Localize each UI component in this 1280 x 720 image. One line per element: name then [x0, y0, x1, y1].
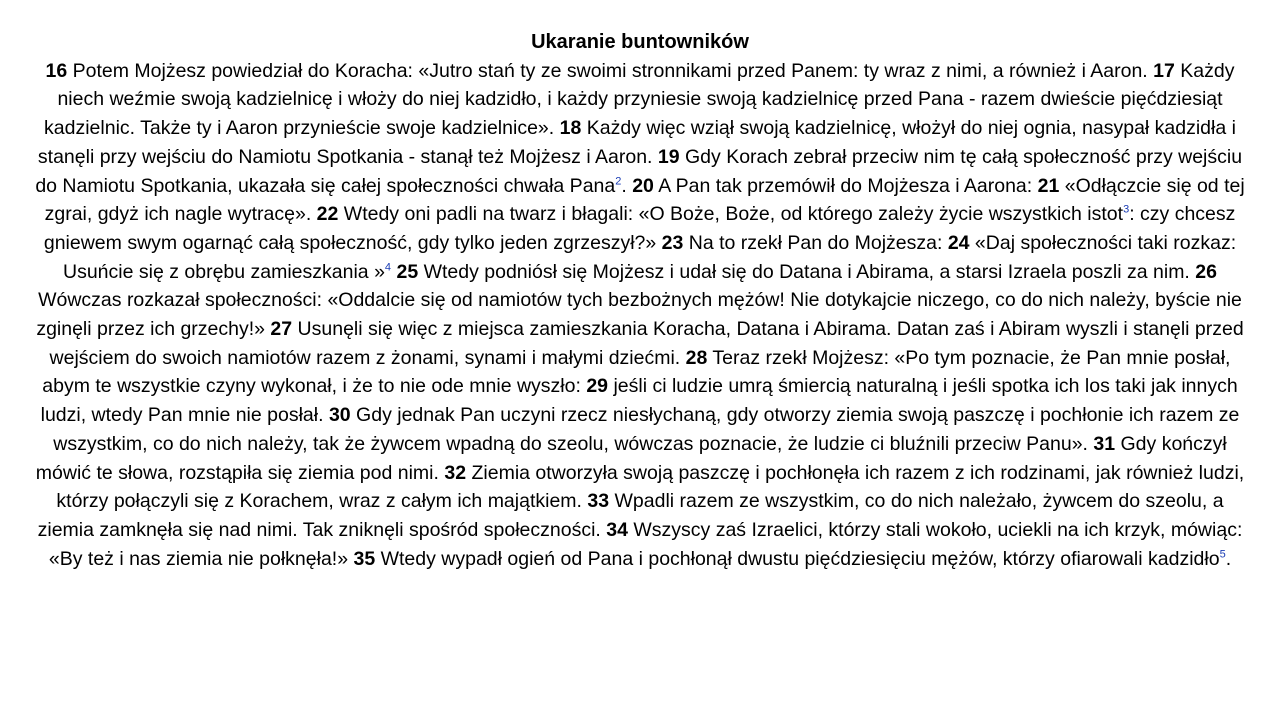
verse-number: 18 — [559, 117, 582, 140]
verse-text: . — [621, 174, 633, 197]
passage-text — [28, 57, 1252, 574]
document — [28, 28, 1252, 573]
verse-number: 16 — [45, 59, 68, 82]
verse-number: 27 — [270, 318, 293, 341]
verse-number: 20 — [632, 174, 654, 197]
verse-number: 29 — [586, 375, 609, 398]
verse-text: Wówczas rozkazał społeczności: «Oddalcie się od namiotów tych bezbożnych mężów! Nie dotykajcie niczego, co do nich należy, byście nie zginęli przez ich grzechy!» — [36, 289, 1242, 341]
verse-text: : czy chcesz gniewem swym ogarnąć całą społeczność, gdy tylko jeden zgrzeszył?» — [43, 203, 1236, 254]
section-title: Ukaranie buntowników — [531, 31, 749, 53]
verse-number: 19 — [657, 145, 680, 168]
verse-text: Usunęli się więc z miejsca zamieszkania Koracha, Datana i Abirama. Datan zaś i Abiram wyszli i stanęli przed wejściem do swoich namiotów razem z żonami, synami i małymi dziećmi. — [49, 318, 1244, 369]
footnote-link[interactable]: 3 — [1123, 203, 1130, 216]
verse-number: 24 — [947, 231, 970, 254]
verse-text: A Pan tak przemówił do Mojżesza i Aarona: — [653, 174, 1038, 197]
verse-text: Wtedy wypadł ogień od Pana i pochłonął dwustu pięćdziesięciu mężów, którzy ofiarowali kadzidło — [375, 547, 1220, 570]
verse-number: 26 — [1195, 260, 1217, 283]
verse-text: Gdy kończył mówić te słowa, rozstąpiła się ziemia pod nimi. — [35, 432, 1227, 484]
verse-number: 32 — [444, 461, 467, 484]
verse-text: Każdy niech weźmie swoją kadzielnicę i włoży do niej kadzidło, i każdy przyniesie swoją kadzielnicę przed Pana - razem dwieście pięćdziesiąt kadzielnic. Także ty i Aaron przynieście swoje kadzielnice». — [44, 59, 1235, 140]
verse-text: Teraz rzekł Mojżesz: «Po tym poznacie, że Pan mnie posłał, abym te wszystkie czyny wykonał, i że to nie ode mnie wyszło: — [42, 346, 1231, 398]
verse-text: Wtedy podniósł się Mojżesz i udał się do Datana i Abirama, a starsi Izraela poszli za nim. — [418, 260, 1196, 283]
verse-number: 28 — [685, 346, 708, 369]
verse-text: Potem Mojżesz powiedział do Koracha: «Jutro stań ty ze swoimi stronnikami przed Panem: ty wraz z nimi, a również i Aaron. — [67, 59, 1154, 82]
verse-number: 22 — [316, 203, 339, 226]
verse-number: 30 — [328, 404, 351, 427]
verse-text: Na to rzekł Pan do Mojżesza: — [683, 231, 948, 254]
verse-text: . — [1225, 547, 1232, 570]
verse-number: 23 — [661, 231, 684, 254]
verse-number: 34 — [606, 518, 628, 541]
verse-text: Gdy Korach zebrał przeciw nim tę całą społeczność przy wejściu do Namiotu Spotkania, ukazała się całej społeczności chwała Pana — [35, 145, 1243, 197]
verse-text: Każdy więc wziął swoją kadzielnicę, włożył do niej ognia, nasypał kadzidła i stanęli przy wejściu do Namiotu Spotkania - stanął też Mojżesz i Aaron. — [37, 117, 1236, 168]
verse-text: «Daj społeczności taki rozkaz: Usuńcie się z obrębu zamieszkania » — [63, 231, 1237, 283]
verse-text: Ziemia otworzyła swoją paszczę i pochłonęła ich razem z ich rodzinami, jak również ludzi, którzy połączyli się z Korachem, wraz z całym ich majątkiem. — [56, 461, 1245, 513]
verse-text: jeśli ci ludzie umrą śmiercią naturalną i jeśli spotka ich los taki jak innych ludzi, wtedy Pan mnie nie posłał. — [40, 375, 1238, 427]
verse-number: 31 — [1093, 432, 1116, 455]
footnote-link[interactable]: 4 — [384, 261, 392, 274]
verse-number: 17 — [1153, 59, 1175, 82]
verse-text: Wtedy oni padli na twarz i błagali: «O Boże, Boże, od którego zależy życie wszystkich istot — [338, 203, 1124, 226]
verse-number: 25 — [396, 260, 419, 283]
footnote-link[interactable]: 5 — [1219, 548, 1226, 561]
verse-number: 35 — [353, 547, 376, 570]
verse-number: 33 — [587, 490, 610, 513]
verse-text: Gdy jednak Pan uczyni rzecz niesłychaną, gdy otworzy ziemia swoją paszczę i pochłonie ich razem ze wszystkim, co do nich należy, tak że żywcem wpadną do szeolu, wówczas poznacie, że ludzie ci bluźnili przeciw Panu». — [53, 404, 1240, 455]
verse-text: Wszyscy zaś Izraelici, którzy stali wokoło, uciekli na ich krzyk, mówiąc: «By też i nas ziemia nie połknęła!» — [48, 518, 1243, 570]
verse-text: «Odłączcie się od tej zgrai, gdyż ich nagle wytracę». — [44, 174, 1245, 226]
verse-text: Wpadli razem ze wszystkim, co do nich należało, żywcem do szeolu, a ziemia zamknęła się nad nimi. Tak zniknęli spośród społeczności. — [37, 490, 1224, 541]
footnote-link[interactable]: 2 — [615, 175, 622, 188]
verse-number: 21 — [1037, 174, 1060, 197]
